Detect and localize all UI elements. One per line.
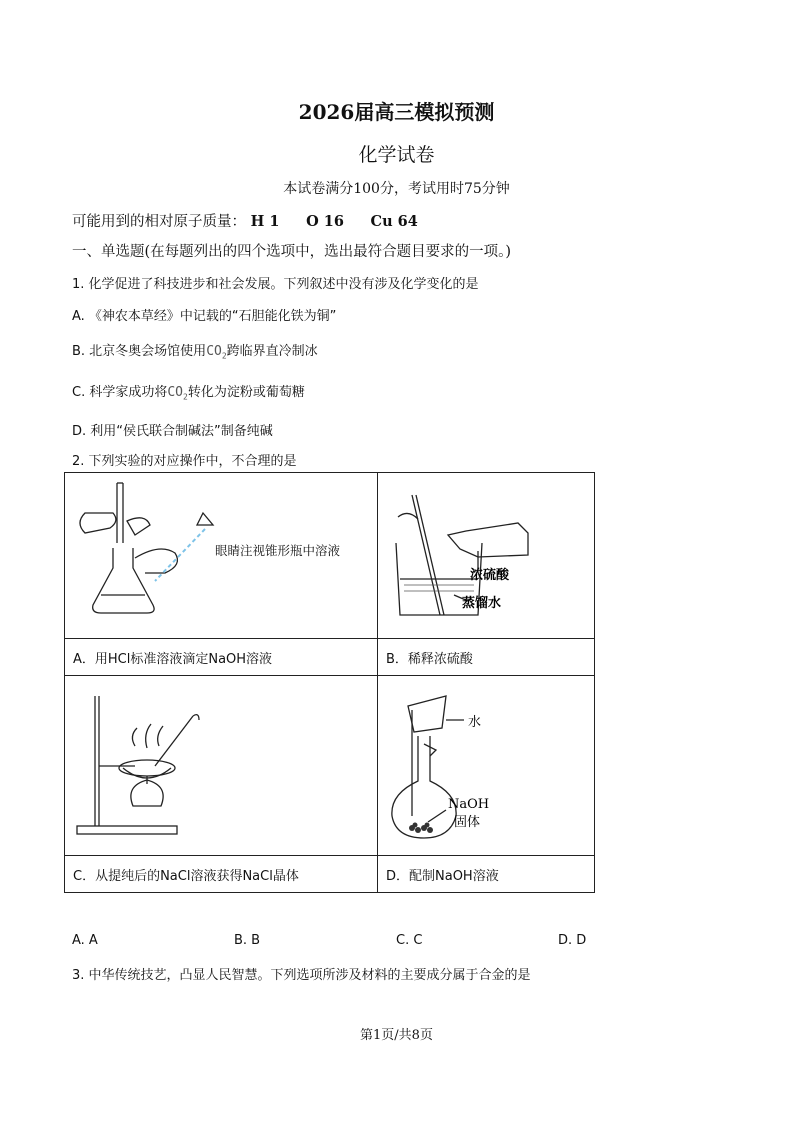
answer-c[interactable]: C. C <box>396 933 423 948</box>
experiment-table <box>64 472 595 893</box>
answer-d[interactable]: D. D <box>558 933 587 948</box>
page-footer: 第1页/共8页 <box>360 1028 433 1043</box>
atom-o: O 16 <box>306 213 344 230</box>
q1-option-c-post: 转化为淀粉或葡萄糖 <box>187 385 305 400</box>
caption-b: B．稀释浓硫酸 <box>378 639 595 676</box>
page-title: 2026届高三模拟预测 <box>298 100 495 124</box>
atomic-masses <box>72 210 418 231</box>
label-solid: 固体 <box>454 815 481 830</box>
q1-option-c <box>72 381 305 402</box>
atom-cu: Cu 64 <box>370 213 418 230</box>
dilution-apparatus-icon <box>378 473 594 634</box>
q1-option-b-pre: B. 北京冬奥会场馆使用 <box>72 344 207 359</box>
q1-option-d: D. 利用“侯氏联合制碱法”制备纯碱 <box>72 424 273 439</box>
caption-a: A．用HCl标准溶液滴定NaOH溶液 <box>65 639 378 676</box>
atomic-masses-label: 可能用到的相对原子质量： <box>72 214 246 230</box>
evaporation-apparatus-icon <box>65 676 377 851</box>
co2-formula: $CO_2$ <box>206 344 227 361</box>
label-eye: 眼睛注视锥形瓶中溶液 <box>215 543 341 558</box>
titration-apparatus-icon <box>65 473 377 634</box>
q3-stem: 3. 中华传统技艺，凸显人民智慧。下列选项所涉及材料的主要成分属于合金的是 <box>72 968 531 983</box>
volumetric-flask-icon <box>378 676 594 851</box>
caption-c: C．从提纯后的NaCl溶液获得NaCl晶体 <box>65 856 378 893</box>
answer-b[interactable]: B. B <box>234 933 261 948</box>
label-water: 蒸馏水 <box>462 596 502 611</box>
image-dilution <box>378 473 595 639</box>
label-naoh: NaOH <box>448 797 490 812</box>
q1-stem: 1. 化学促进了科技进步和社会发展。下列叙述中没有涉及化学变化的是 <box>72 277 479 292</box>
exam-subject: 化学试卷 <box>358 144 435 166</box>
image-evaporation <box>65 676 378 856</box>
q1-option-c-pre: C. 科学家成功将 <box>72 385 168 400</box>
q1-option-b-post: 跨临界直冷制冰 <box>226 344 318 359</box>
image-volumetric <box>378 676 595 856</box>
caption-d: D．配制NaOH溶液 <box>378 856 595 893</box>
q2-stem: 2. 下列实验的对应操作中，不合理的是 <box>72 454 297 469</box>
answer-a[interactable]: A. A <box>72 933 98 948</box>
co2-formula: $CO_2$ <box>167 385 188 402</box>
label-water2: 水 <box>468 715 482 730</box>
q1-option-b <box>72 340 318 361</box>
section-heading: 一、单选题(在每题列出的四个选项中，选出最符合题目要求的一项。) <box>72 244 512 260</box>
q1-option-a: A. 《神农本草经》中记载的“石胆能化铁为铜” <box>72 309 337 324</box>
exam-note: 本试卷满分100分，考试用时75分钟 <box>283 181 510 197</box>
atom-h: H 1 <box>250 213 280 230</box>
image-titration <box>65 473 378 639</box>
label-acid: 浓硫酸 <box>470 568 510 583</box>
